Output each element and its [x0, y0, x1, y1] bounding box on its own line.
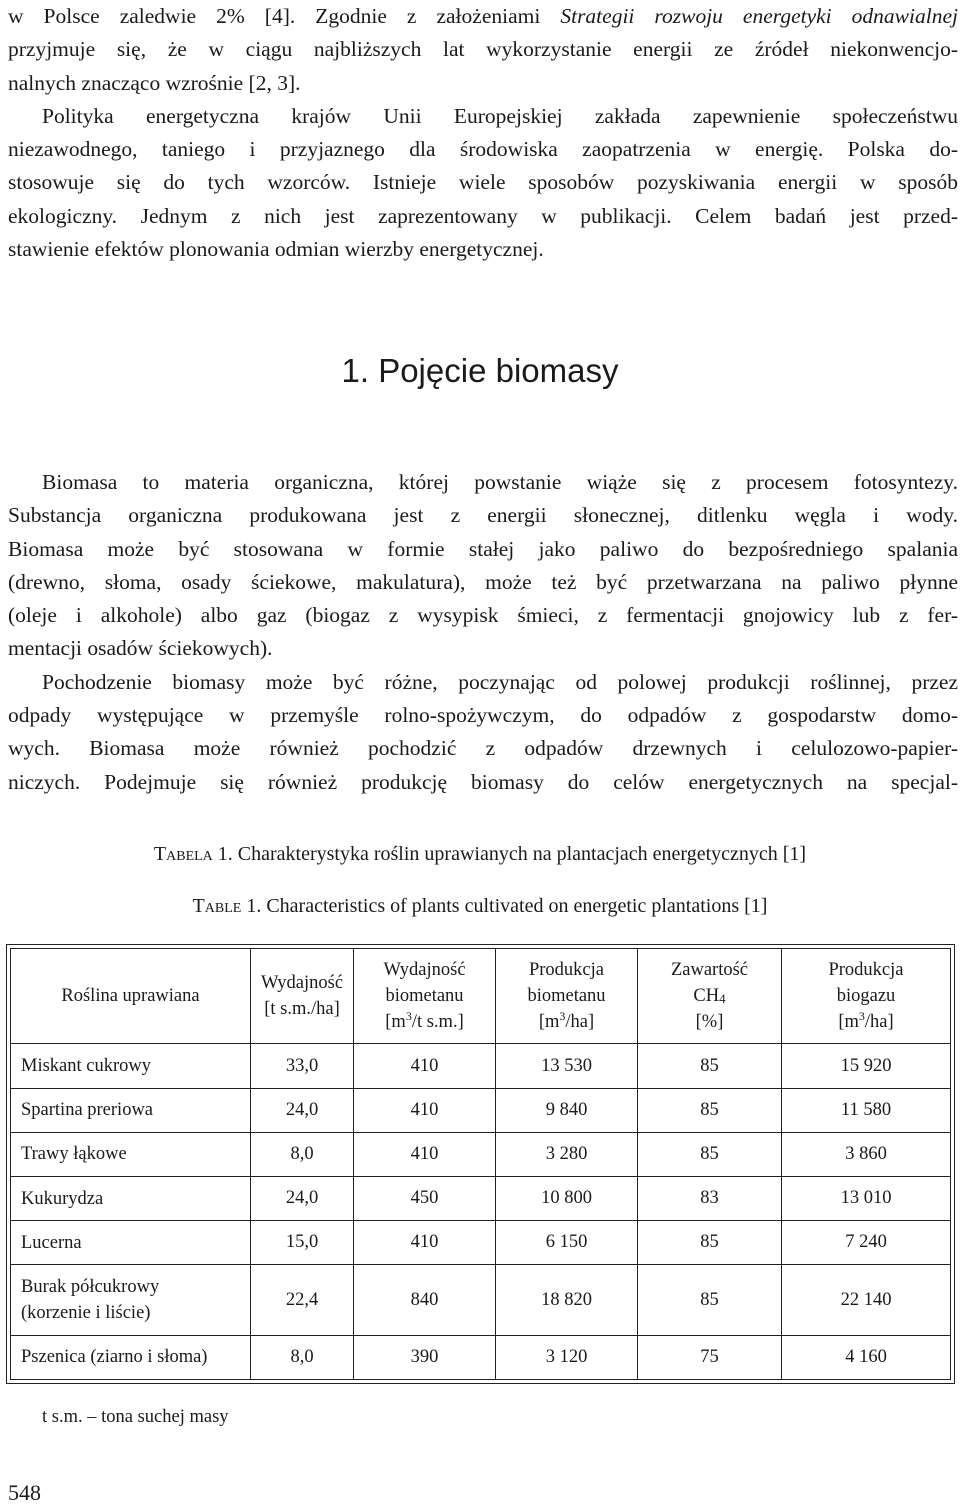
- cell-biogas: 4 160: [782, 1335, 951, 1379]
- text-line: niczych. Podejmuje się również produkcję biomasy do celów energetycznych na specjal-: [8, 769, 958, 794]
- header-ch4-content: Zawartość $CH_4$ [%]: [638, 949, 782, 1044]
- cell-plant: Pszenica (ziarno i słoma): [11, 1335, 251, 1379]
- text-line: Pochodzenie biomasy może być różne, poczynając od polowej produkcji roślinnej, przez: [42, 669, 958, 694]
- text-line: stawienie efektów plonowania odmian wierzby energetycznej.: [8, 237, 544, 262]
- text-line: Polityka energetyczna krajów Unii Europejskiej zakłada zapewnienie społeczeństwu: [42, 103, 958, 128]
- cell-biogas: 7 240: [782, 1221, 951, 1265]
- page-number: 548: [8, 1480, 41, 1505]
- cell-plant: Kukurydza: [11, 1177, 251, 1221]
- text-line: (drewno, słoma, osady ściekowe, makulatura), może też być przetwarzana na paliwo płynne: [8, 569, 958, 594]
- plants-table: [10, 948, 951, 1380]
- cell-ch4: 85: [638, 1044, 782, 1088]
- header-biomethane-yield: Wydajność biometanu [$m^3/t$ s.m.]: [354, 949, 496, 1044]
- text-line: Biomasa to materia organiczna, której powstanie wiąże się z procesem fotosyntezy.: [42, 470, 958, 494]
- cell-yield: 15,0: [251, 1221, 354, 1265]
- cell-biomethane-yield: 840: [354, 1265, 496, 1335]
- cell-plant: Miskant cukrowy: [11, 1044, 251, 1088]
- text-line: Biomasa może być stosowana w formie stałej jako paliwo do bezpośredniego spalania: [8, 536, 958, 561]
- text-line: Substancja organiczna produkowana jest z energii słonecznej, ditlenku węgla i wody.: [8, 503, 958, 528]
- cell-yield: 22,4: [251, 1265, 354, 1335]
- cell-biogas: 22 140: [782, 1265, 951, 1335]
- header-biomethane-production: Produkcja biometanu $[m^3/ha]$: [496, 949, 638, 1044]
- body-paragraph: [8, 466, 958, 799]
- cell-plant: Lucerna: [11, 1221, 251, 1265]
- table-row: [11, 1088, 951, 1132]
- text-line: mentacji osadów ściekowych).: [8, 636, 273, 661]
- intro-paragraph: [8, 0, 958, 266]
- cell-yield: 8,0: [251, 1132, 354, 1176]
- cell-biogas: 11 580: [782, 1088, 951, 1132]
- cell-biomethane-yield: 410: [354, 1221, 496, 1265]
- table-row: [11, 1221, 951, 1265]
- cell-yield: 24,0: [251, 1088, 354, 1132]
- cell-biomethane-yield: 450: [354, 1177, 496, 1221]
- cell-ch4: 85: [638, 1088, 782, 1132]
- table-row: [11, 1132, 951, 1176]
- cell-biomethane-production: 9 840: [496, 1088, 638, 1132]
- text-line: ekologiczny. Jednym z nich jest zaprezentowany w publikacji. Celem badań jest przed-: [8, 203, 958, 228]
- text-line: odpady występujące w przemyśle rolno-spożywczym, do odpadów z gospodarstw domo-: [8, 703, 958, 728]
- table-row: [11, 1044, 951, 1088]
- text-line: stosowuje się do tych wzorców. Istnieje wiele sposobów pozyskiwania energii w sposób: [8, 170, 958, 195]
- text-line: wych. Biomasa może również pochodzić z odpadów drzewnych i celulozowo-papier-: [8, 736, 958, 761]
- header-yield: Wydajność [t s.m./ha]: [251, 949, 354, 1044]
- cell-biomethane-production: 13 530: [496, 1044, 638, 1088]
- table-caption-en: Table 1. Characteristics of plants cultivated on energetic plantations [1]: [192, 895, 768, 917]
- cell-biomethane-yield: 410: [354, 1044, 496, 1088]
- text-line: w Polsce zaledwie 2% [4]. Zgodnie z założeniami Strategii rozwoju energetyki odnawialnej: [8, 4, 958, 28]
- cell-plant: Spartina preriowa: [11, 1088, 251, 1132]
- cell-biomethane-production: 10 800: [496, 1177, 638, 1221]
- cell-plant: Burak półcukrowy (korzenie i liście): [11, 1265, 251, 1335]
- cell-ch4: 85: [638, 1221, 782, 1265]
- cell-yield: 8,0: [251, 1335, 354, 1379]
- cell-biomethane-production: 3 120: [496, 1335, 638, 1379]
- text-line: nalnych znacząco wzrośnie [2, 3].: [8, 70, 301, 95]
- table-caption-pl: Tabela 1. Charakterystyka roślin uprawianych na plantacjach energetycznych [1]: [153, 843, 807, 865]
- cell-biomethane-yield: 390: [354, 1335, 496, 1379]
- table-header-row: [11, 949, 951, 1044]
- table-footnote: t s.m. – tona suchej masy: [42, 1407, 229, 1427]
- table-row: [11, 1335, 951, 1379]
- section-heading: 1. Pojęcie biomasy: [341, 352, 619, 389]
- cell-biomethane-production: 6 150: [496, 1221, 638, 1265]
- table-row: [11, 1177, 951, 1221]
- header-biogas-production: Produkcja biogazu $[m^3/ha]$: [782, 949, 951, 1044]
- text-line: (oleje i alkohole) albo gaz (biogaz z wysypisk śmieci, z fermentacji gnojowicy lub z fer-: [8, 603, 958, 628]
- cell-biogas: 3 860: [782, 1132, 951, 1176]
- cell-biomethane-yield: 410: [354, 1132, 496, 1176]
- cell-ch4: 85: [638, 1265, 782, 1335]
- cell-plant: Trawy łąkowe: [11, 1132, 251, 1176]
- italic-title: Strategii rozwoju energetyki odnawialnej: [560, 4, 958, 28]
- cell-ch4: 83: [638, 1177, 782, 1221]
- cell-ch4: 85: [638, 1132, 782, 1176]
- data-table-frame: [6, 944, 955, 1384]
- cell-biomethane-yield: 410: [354, 1088, 496, 1132]
- text-line: przyjmuje się, że w ciągu najbliższych lat wykorzystanie energii ze źródeł niekonwencjo-: [8, 37, 958, 62]
- cell-yield: 33,0: [251, 1044, 354, 1088]
- cell-yield: 24,0: [251, 1177, 354, 1221]
- cell-biomethane-production: 3 280: [496, 1132, 638, 1176]
- cell-ch4: 75: [638, 1335, 782, 1379]
- cell-biogas: 15 920: [782, 1044, 951, 1088]
- cell-biogas: 13 010: [782, 1177, 951, 1221]
- header-plant: Roślina uprawiana: [11, 949, 251, 1044]
- table-row: [11, 1265, 951, 1335]
- text-line: niezawodnego, taniego i przyjaznego dla środowiska zaopatrzenia w energię. Polska do-: [8, 137, 958, 162]
- cell-biomethane-production: 18 820: [496, 1265, 638, 1335]
